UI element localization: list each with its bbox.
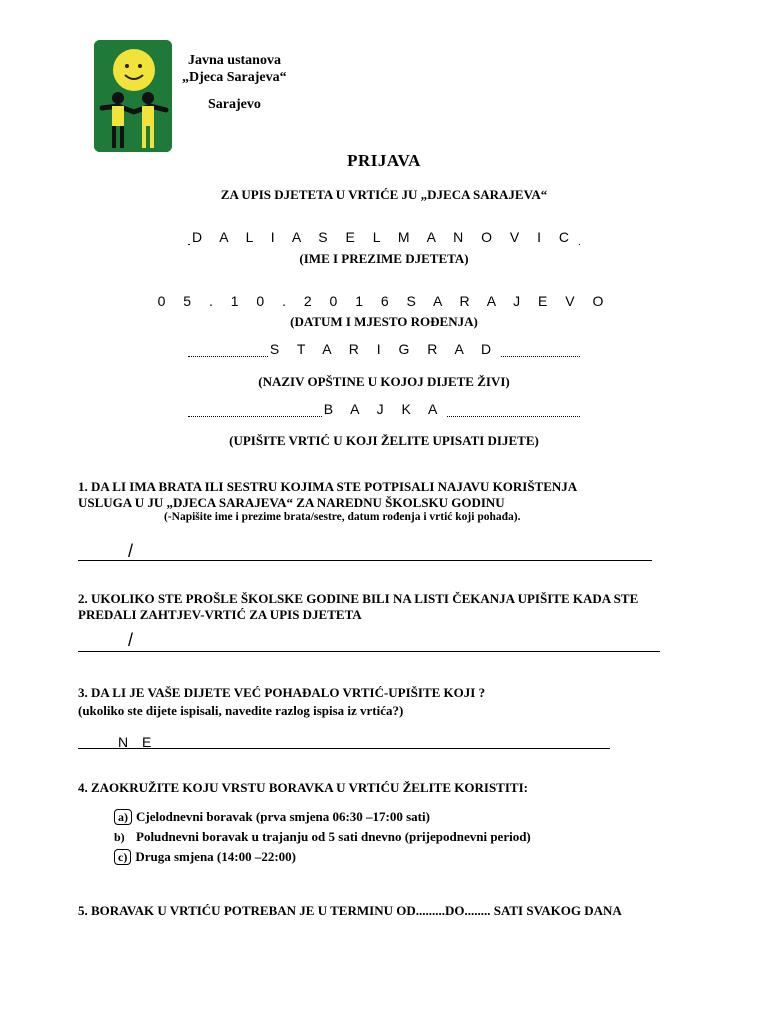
q1-answer: / [128,541,134,561]
q4-option-b[interactable] [114,829,531,845]
q4-option-a-text: Cjelodnevni boravak (prva smjena 06:30 –17:00 sati) [136,809,430,824]
q4-line1: 4. ZAOKRUŽITE KOJU VRSTU BORAVKA U VRTIĆU ŽELITE KORISTITI: [78,780,528,795]
document-subtitle: ZA UPIS DJETETA U VRTIĆE JU „DJECA SARAJEVA“ [220,187,548,202]
q2-answer: / [128,630,134,650]
org-name-line1: Javna ustanova [188,53,281,68]
q4-option-c-text: Druga smjena (14:00 –22:00) [135,849,296,864]
q5-line1: 5. BORAVAK U VRTIĆU POTREBAN JE U TERMINU OD.........DO........ SATI SVAKOG DANA [78,903,622,918]
municipality-value: S T A R I G R A D [269,341,499,357]
q3-line2: (ukoliko ste dijete ispisali, navedite razlog ispisa iz vrtića?) [78,703,404,718]
document-title: PRIJAVA [347,151,421,170]
municipality-caption: (NAZIV OPŠTINE U KOJOJ DIJETE ŽIVI) [258,374,510,389]
q4-option-a[interactable] [114,809,430,825]
logo [94,40,172,152]
kindergarten-wrap [0,401,768,419]
q4-option-c-mark: c) [114,849,131,865]
birth-date-place-value: 0 5 . 1 0 . 2 0 1 6 S A R A J E V O [157,293,611,309]
org-name-line2: „Djeca Sarajeva“ [182,70,287,85]
birth-date-place-wrap [0,293,768,311]
child-name-value: D A L I A S E L M A N O V I C [191,229,577,245]
q2-line2: PREDALI ZAHTJEV-VRTIĆ ZA UPIS DJETETA [78,607,362,622]
municipality-wrap [0,341,768,359]
kindergarten-value: B A J K A [323,401,445,417]
q4-option-a-mark: a) [114,809,132,825]
logo-children-sun-icon [94,40,172,152]
birth-date-place-caption: (DATUM I MJESTO ROĐENJA) [290,314,478,329]
kindergarten-caption: (UPIŠITE VRTIĆ U KOJI ŽELITE UPISATI DIJETE) [229,433,539,448]
q4-option-b-mark: b) [114,830,125,844]
child-name-wrap [0,229,768,247]
q3-line1: 3. DA LI JE VAŠE DIJETE VEĆ POHAĐALO VRTIĆ-UPIŠITE KOJI ? [78,685,486,700]
q1-answer-line [78,559,652,561]
org-city: Sarajevo [208,97,261,112]
q2-line1: 2. UKOLIKO STE PROŠLE ŠKOLSKE GODINE BILI NA LISTI ČEKANJA UPIŠITE KADA STE [78,591,639,606]
q4-option-b-text: Poludnevni boravak u trajanju od 5 sati dnevno (prijepodnevni period) [136,829,531,844]
child-name-caption: (IME I PREZIME DJETETA) [299,251,469,266]
q3-answer: N E [118,734,157,750]
q2-answer-line [78,650,660,652]
q1-line1: 1. DA LI IMA BRATA ILI SESTRU KOJIMA STE POTPISALI NAJAVU KORIŠTENJA [78,479,578,494]
q1-hint: (-Napišite ime i prezime brata/sestre, datum rođenja i vrtić koji pohađa). [164,511,521,523]
q1-line2: USLUGA U JU „DJECA SARAJEVA“ ZA NAREDNU ŠKOLSKU GODINU [78,495,505,510]
q4-option-c[interactable] [114,849,296,865]
